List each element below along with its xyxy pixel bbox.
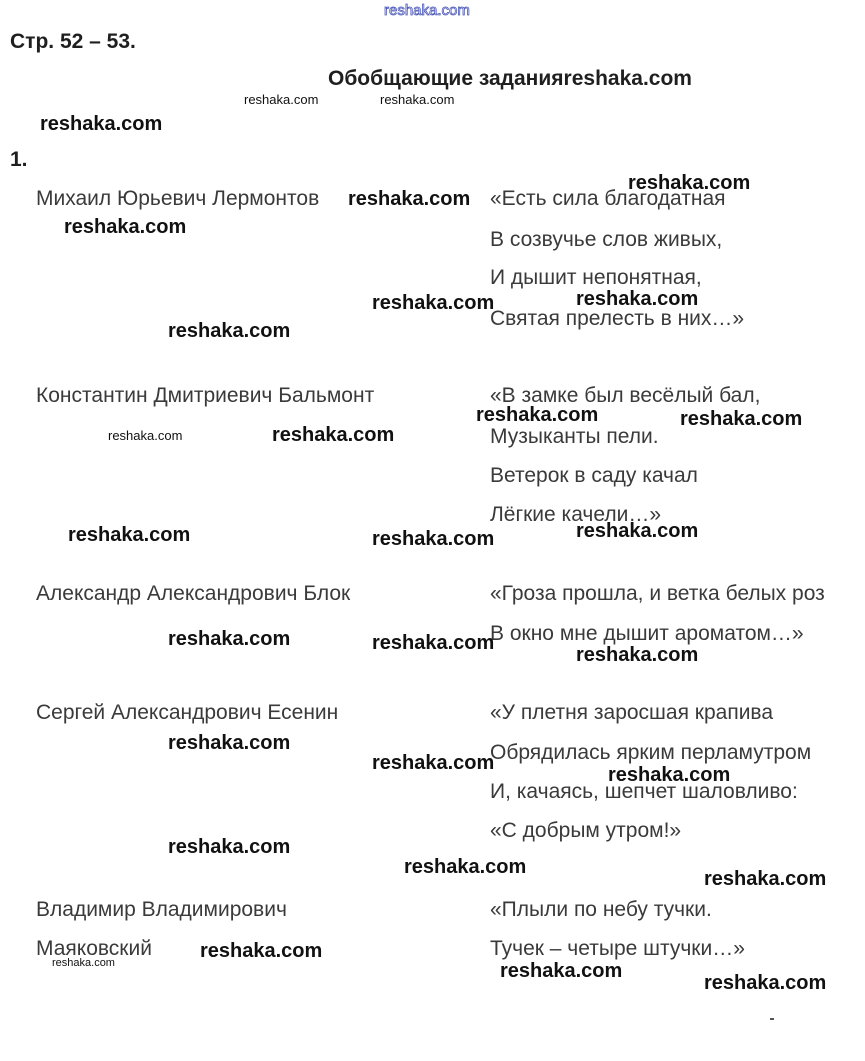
watermark: reshaka.com xyxy=(168,732,291,754)
poem-line: «Есть сила благодатная xyxy=(490,187,726,210)
watermark: reshaka.com xyxy=(628,172,751,194)
watermark: reshaka.com xyxy=(680,408,803,430)
watermark: reshaka.com xyxy=(608,764,731,786)
watermark: reshaka.com xyxy=(372,632,495,654)
poem-line: И дышит непонятная, xyxy=(490,266,702,289)
watermark: reshaka.com xyxy=(348,188,471,210)
poem-line: В окно мне дышит ароматом…» xyxy=(490,622,804,645)
poem-line: «В замке был весёлый бал, xyxy=(490,384,761,407)
poet-name: Александр Александрович Блок xyxy=(36,582,351,605)
watermark: reshaka.com xyxy=(476,404,599,426)
poem-line: «С добрым утром!» xyxy=(490,819,682,842)
watermark: reshaka.com xyxy=(168,836,291,858)
watermark: reshaka.com xyxy=(372,292,495,314)
poem-line: Ветерок в саду качал xyxy=(490,464,698,487)
poem-line: Тучек – четыре штучки…» xyxy=(490,937,745,960)
watermark: reshaka.com xyxy=(64,216,187,238)
poet-name: Владимир Владимирович xyxy=(36,898,287,921)
watermark: reshaka.com xyxy=(500,960,623,982)
poem-line: И, качаясь, шепчет шаловливо: xyxy=(490,780,798,803)
poem-line: Святая прелесть в них…» xyxy=(490,307,745,330)
watermark: reshaka.com xyxy=(576,520,699,542)
watermark: reshaka.com xyxy=(576,288,699,310)
poem-line: Лёгкие качели…» xyxy=(490,503,662,526)
poem-line: «Гроза прошла, и ветка белых роз xyxy=(490,582,825,605)
section-heading-text: Обобщающие задания xyxy=(328,67,564,90)
poet-name: Константин Дмитриевич Бальмонт xyxy=(36,384,375,407)
watermark: reshaka.com xyxy=(272,424,395,446)
poem-line: Обрядилась ярким перламутром xyxy=(490,741,812,764)
poet-name: Михаил Юрьевич Лермонтов xyxy=(36,187,320,210)
watermark: reshaka.com xyxy=(68,524,191,546)
watermark: reshaka.com xyxy=(244,92,319,107)
page-reference: Стр. 52 – 53. xyxy=(10,30,136,53)
poet-name: Сергей Александрович Есенин xyxy=(36,701,339,724)
watermark: reshaka.com xyxy=(380,92,455,107)
watermark: reshaka.com xyxy=(168,320,291,342)
section-heading xyxy=(328,67,692,91)
watermark: reshaka.com xyxy=(404,856,527,878)
poem-line: Музыканты пели. xyxy=(490,425,659,448)
poem-line: «У плетня заросшая крапива xyxy=(490,701,774,724)
watermark: reshaka.com xyxy=(704,972,827,994)
watermark-top: reshaka.com xyxy=(384,2,470,19)
poet-name: Маяковский xyxy=(36,937,152,960)
poem-line: В созвучье слов живых, xyxy=(490,228,723,251)
watermark: reshaka.com xyxy=(200,940,323,962)
watermark: reshaka.com xyxy=(108,428,183,443)
watermark: reshaka.com xyxy=(52,957,115,969)
watermark: reshaka.com xyxy=(704,868,827,890)
watermark: reshaka.com xyxy=(576,644,699,666)
stray-mark xyxy=(770,1018,774,1020)
watermark: reshaka.com xyxy=(372,752,495,774)
task-number: 1. xyxy=(10,148,28,171)
watermark: reshaka.com xyxy=(40,113,163,135)
watermark-inline: reshaka.com xyxy=(563,67,692,90)
watermark: reshaka.com xyxy=(168,628,291,650)
watermark: reshaka.com xyxy=(372,528,495,550)
poem-line: «Плыли по небу тучки. xyxy=(490,898,712,921)
